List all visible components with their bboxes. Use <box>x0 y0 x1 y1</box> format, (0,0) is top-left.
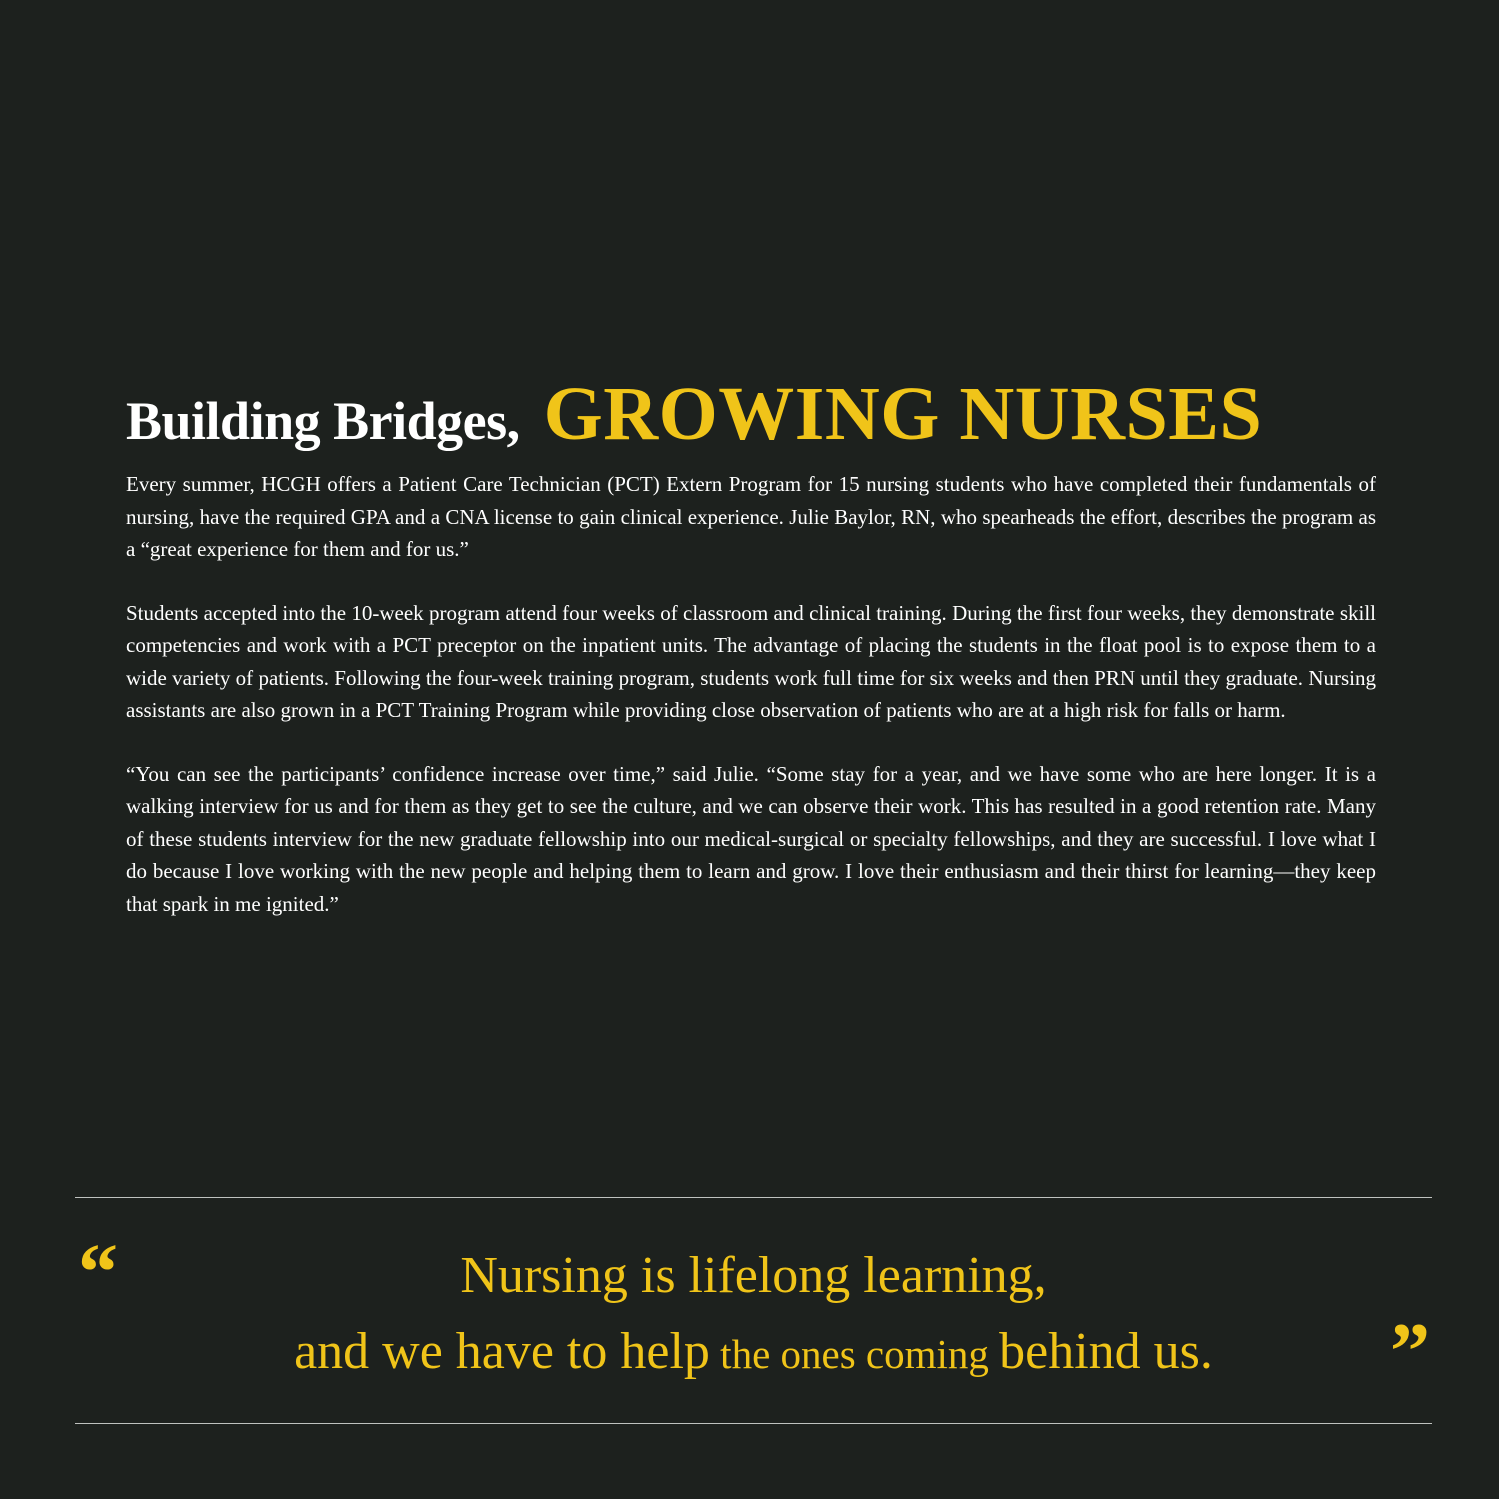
article-paragraph-1: Every summer, HCGH offers a Patient Care Technician (PCT) Extern Program for 15 nursing students who have completed their fundamentals of nursing, have the required GPA and a CNA license to gain clinical experience. Julie Baylor, RN, who spearheads the effort, describes the program as a “great experience for them and for us.” <box>126 472 1376 561</box>
pull-quote-top-divider <box>75 1197 1432 1198</box>
article-body <box>126 468 1376 951</box>
pull-quote <box>150 1238 1357 1392</box>
heading-light-text: Building Bridges, <box>126 391 520 452</box>
page-heading <box>126 372 1263 457</box>
pull-quote-line-2-part-3: behind us. <box>999 1323 1213 1380</box>
heading-bold-text: GROWING NURSES <box>543 372 1263 457</box>
open-quote-mark: “ <box>78 1229 118 1317</box>
article-paragraph-3: “You can see the participants’ confidence increase over time,” said Julie. “Some stay for a year, and we have some who are here longer. It is a walking interview for us and for them as they get to see the culture, and we can observe their work. This has resulted in a good retention rate. Many of these students interview for the new graduate fellowship into our medical-surgical or specialty fellowships, and they are successful. I love what I do because I love working with the new people and helping them to learn and grow. I love their enthusiasm and their thirst for learning—they keep that spark in me ignited.” <box>126 761 1376 916</box>
pull-quote-line-2-part-1: and we have to help <box>294 1323 710 1380</box>
pull-quote-line-2 <box>150 1314 1357 1392</box>
pull-quote-bottom-divider <box>75 1423 1432 1424</box>
pull-quote-line-1: Nursing is lifelong learning, <box>460 1247 1047 1304</box>
pull-quote-line-2-part-2: the ones coming <box>709 1331 1000 1377</box>
article-paragraph-2: Students accepted into the 10-week program attend four weeks of classroom and clinical training. During the first four weeks, they demonstrate skill competencies and work with a PCT preceptor on the inpatient units. The advantage of placing the students in the float pool is to expose them to a wide variety of patients. Following the four-week training program, students work full time for six weeks and then PRN until they graduate. Nursing assistants are also grown in a PCT Training Program while providing close observation of patients who are at a high risk for falls or harm. <box>126 600 1376 722</box>
close-quote-mark: ” <box>1390 1308 1430 1396</box>
